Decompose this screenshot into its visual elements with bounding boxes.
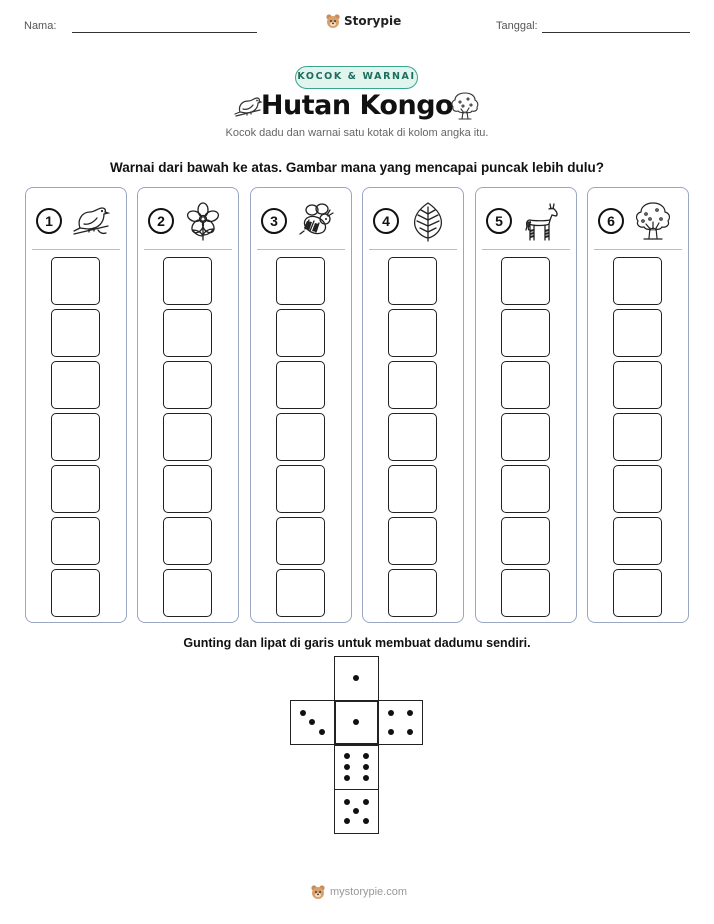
- color-box[interactable]: [163, 465, 212, 513]
- color-box[interactable]: [501, 309, 550, 357]
- die-pip: [407, 710, 413, 716]
- instruction-text: Warnai dari bawah ke atas. Gambar mana yang mencapai puncak lebih dulu?: [110, 160, 604, 175]
- die-pip: [388, 729, 394, 735]
- die-face-6: [334, 745, 379, 790]
- column-number: 3: [261, 208, 287, 234]
- die-pip: [300, 710, 306, 716]
- name-label: Nama:: [24, 20, 57, 32]
- die-pip: [353, 808, 359, 814]
- color-box[interactable]: [163, 257, 212, 305]
- die-pip: [344, 764, 350, 770]
- color-box[interactable]: [613, 569, 662, 617]
- die-pip: [363, 799, 369, 805]
- bee-icon: [295, 200, 337, 242]
- column-number: 5: [486, 208, 512, 234]
- die-pip: [344, 753, 350, 759]
- die-pip: [344, 775, 350, 781]
- color-box[interactable]: [613, 413, 662, 461]
- color-box[interactable]: [276, 361, 325, 409]
- column-header: [588, 188, 688, 250]
- die-pip: [363, 775, 369, 781]
- color-box[interactable]: [613, 257, 662, 305]
- column-header: [363, 188, 463, 250]
- bear-logo-icon: [310, 884, 326, 900]
- die-pip: [309, 719, 315, 725]
- column-number: 1: [36, 208, 62, 234]
- footer-url[interactable]: mystorypie.com: [330, 886, 408, 898]
- color-box[interactable]: [163, 309, 212, 357]
- die-face-1: [334, 700, 379, 745]
- color-box[interactable]: [388, 309, 437, 357]
- color-box[interactable]: [276, 309, 325, 357]
- brand-name: Storypie: [344, 14, 402, 28]
- color-box[interactable]: [388, 465, 437, 513]
- color-box[interactable]: [501, 517, 550, 565]
- color-box[interactable]: [51, 569, 100, 617]
- footer: [310, 884, 407, 900]
- okapi-icon: [520, 200, 562, 242]
- bear-logo-icon: [325, 13, 341, 29]
- color-box[interactable]: [501, 413, 550, 461]
- die-face-1: [334, 656, 379, 701]
- color-box[interactable]: [51, 413, 100, 461]
- die-pip: [363, 764, 369, 770]
- color-box[interactable]: [388, 413, 437, 461]
- bird-icon: [70, 200, 112, 242]
- color-box[interactable]: [51, 361, 100, 409]
- color-box[interactable]: [51, 517, 100, 565]
- column-header: [476, 188, 576, 250]
- date-line[interactable]: [542, 32, 690, 33]
- color-box[interactable]: [276, 569, 325, 617]
- column-number: 4: [373, 208, 399, 234]
- die-pip: [344, 799, 350, 805]
- column-4: [362, 187, 464, 623]
- tree-icon: [632, 200, 674, 242]
- column-5: [475, 187, 577, 623]
- die-face-4: [378, 700, 423, 745]
- color-box[interactable]: [163, 517, 212, 565]
- page-title: Hutan Kongo: [260, 90, 454, 121]
- activity-badge: KOCOK & WARNAI: [295, 66, 418, 89]
- date-label: Tanggal:: [496, 20, 538, 32]
- leaf-icon: [407, 200, 449, 242]
- color-box[interactable]: [613, 309, 662, 357]
- color-box[interactable]: [501, 257, 550, 305]
- column-header: [26, 188, 126, 250]
- color-box[interactable]: [501, 361, 550, 409]
- color-box[interactable]: [276, 517, 325, 565]
- column-number: 2: [148, 208, 174, 234]
- column-3: [250, 187, 352, 623]
- die-pip: [363, 818, 369, 824]
- flower-icon: [182, 200, 224, 242]
- cut-instruction: Gunting dan lipat di garis untuk membuat dadumu sendiri.: [183, 636, 531, 650]
- color-box[interactable]: [51, 257, 100, 305]
- color-box[interactable]: [163, 361, 212, 409]
- color-box[interactable]: [501, 465, 550, 513]
- color-box[interactable]: [613, 517, 662, 565]
- color-box[interactable]: [276, 465, 325, 513]
- die-pip: [363, 753, 369, 759]
- column-number: 6: [598, 208, 624, 234]
- die-pip: [388, 710, 394, 716]
- column-header: [251, 188, 351, 250]
- column-1: [25, 187, 127, 623]
- color-box[interactable]: [276, 257, 325, 305]
- tree-icon: [449, 90, 481, 122]
- column-6: [587, 187, 689, 623]
- color-box[interactable]: [388, 569, 437, 617]
- color-box[interactable]: [163, 569, 212, 617]
- color-box[interactable]: [613, 465, 662, 513]
- color-box[interactable]: [51, 465, 100, 513]
- die-pip: [344, 818, 350, 824]
- die-pip: [353, 719, 359, 725]
- die-pip: [407, 729, 413, 735]
- name-line[interactable]: [72, 32, 257, 33]
- die-face-3: [290, 700, 335, 745]
- color-box[interactable]: [388, 257, 437, 305]
- subtitle: Kocok dadu dan warnai satu kotak di kolom angka itu.: [225, 127, 489, 139]
- color-box[interactable]: [613, 361, 662, 409]
- die-pip: [319, 729, 325, 735]
- die-face-5: [334, 789, 379, 834]
- column-header: [138, 188, 238, 250]
- column-2: [137, 187, 239, 623]
- color-box[interactable]: [276, 413, 325, 461]
- die-pip: [353, 675, 359, 681]
- color-box[interactable]: [388, 361, 437, 409]
- color-box[interactable]: [388, 517, 437, 565]
- brand-logo: [325, 13, 401, 29]
- color-box[interactable]: [51, 309, 100, 357]
- color-box[interactable]: [163, 413, 212, 461]
- color-box[interactable]: [501, 569, 550, 617]
